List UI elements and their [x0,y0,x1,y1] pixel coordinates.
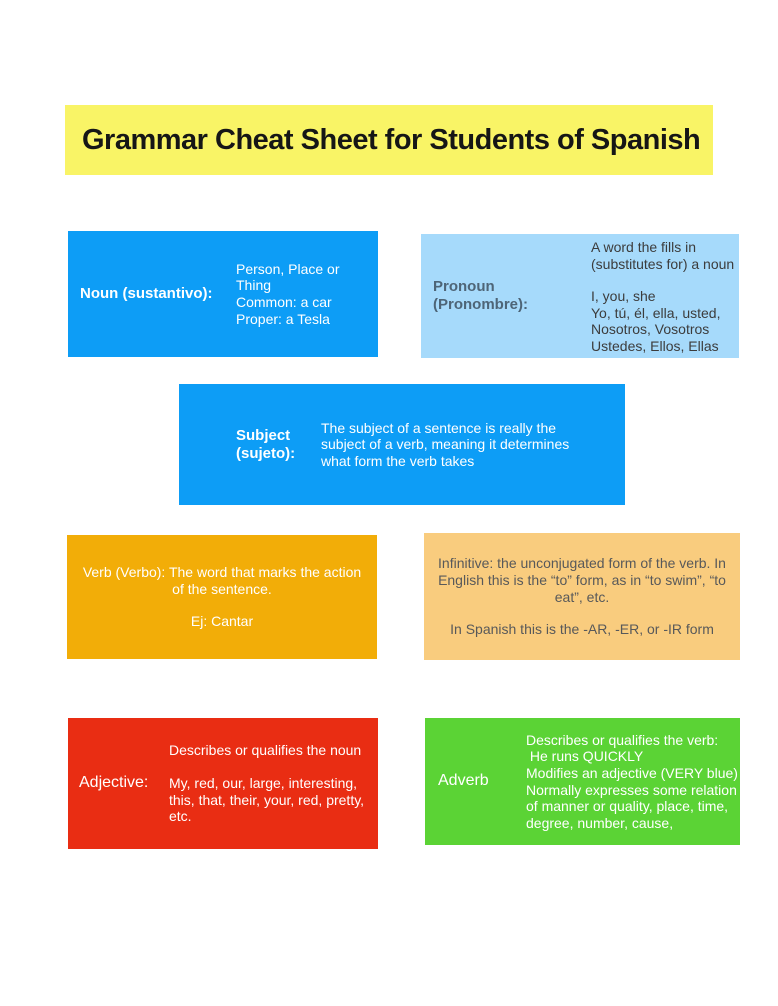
noun-line-3: Proper: a Tesla [236,310,330,327]
adverb-label: Adverb [438,772,489,790]
subject-box [179,384,625,505]
pronoun-example-4: Ustedes, Ellos, Ellas [591,337,719,354]
verb-definition: Verb (Verbo): The word that marks the action of the sentence. [82,564,362,597]
adjective-description: Describes or qualifies the noun [169,742,362,759]
adverb-line-4: Normally expresses some relation of manner or quality, place, time, degree, number, cause, [526,781,741,831]
title-banner [65,105,713,175]
adjective-examples: My, red, our, large, interesting, this, that, their, your, red, pretty, etc. [169,774,365,825]
adjective-definition [169,742,377,824]
pronoun-example-3: Nosotros, Vosotros [591,321,710,338]
adverb-definition [526,732,740,831]
adjective-box [68,718,378,849]
noun-line-1: Person, Place or Thing [236,260,340,294]
adjective-label: Adjective: [79,774,149,792]
pronoun-description: A word the fills in (substitutes for) a noun [591,239,735,272]
subject-label: Subject (sujeto): [236,426,296,462]
pronoun-definition [591,234,755,358]
verb-example: Ej: Cantar [190,613,254,630]
adverb-box [425,718,740,845]
noun-line-2: Common: a car [236,294,332,310]
page-title: Grammar Cheat Sheet for Students of Spanish [82,123,701,156]
infinitive-box [424,533,740,660]
pronoun-example-1: I, you, she [591,288,656,305]
pronoun-example-2: Yo, tú, él, ella, usted, [591,304,721,321]
adverb-line-2: He runs QUICKLY [526,748,644,765]
pronoun-box [421,234,739,358]
infinitive-definition: Infinitive: the unconjugated form of the verb. In English this is the “to” form, as in “to swim”, “to eat”, etc. [438,555,726,605]
pronoun-label: Pronoun (Pronombre): [433,278,528,313]
infinitive-spanish-note: In Spanish this is the -AR, -ER, or -IR form [450,621,714,638]
verb-box [67,535,377,659]
pronoun-examples [591,288,755,354]
noun-definition [236,261,368,327]
subject-definition: The subject of a sentence is really the subject of a verb, meaning it determines what form the verb takes [321,419,570,469]
adverb-line-1: Describes or qualifies the verb: [526,731,719,748]
noun-box [68,231,378,357]
adverb-line-3: Modifies an adjective (VERY blue) [526,764,738,781]
noun-label: Noun (sustantivo): [80,285,213,303]
